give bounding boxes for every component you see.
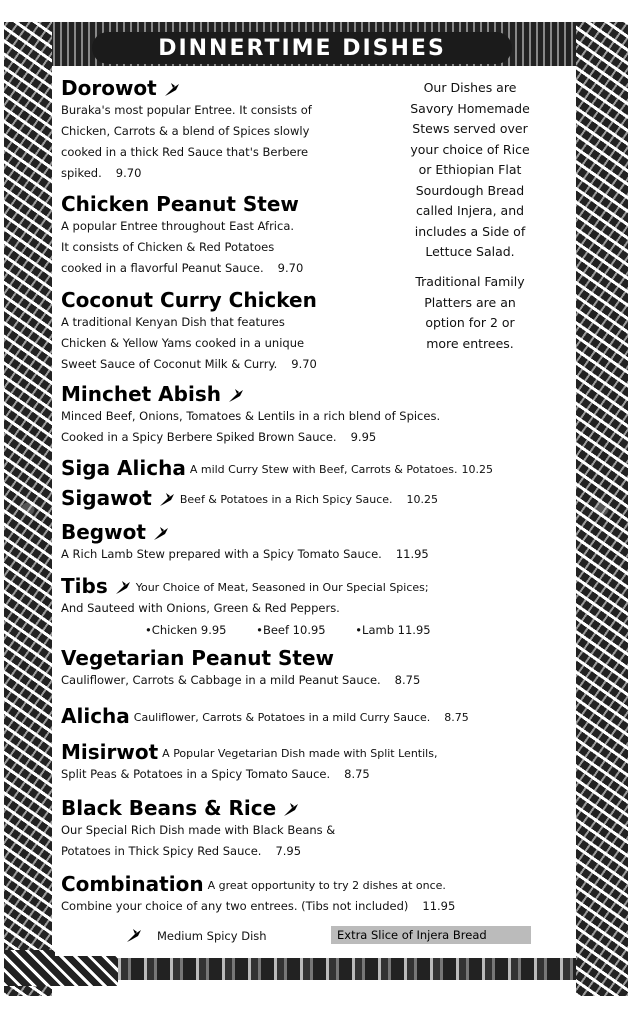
page-title: DINNERTIME DISHES (158, 35, 446, 61)
dish-tibs: Tibs Your Choice of Meat, Seasoned in Our Special Spices; And Sauteed with Onions, Green & Red Peppers. (61, 574, 429, 615)
dish-dorowot (61, 76, 312, 184)
spicy-pepper-icon (114, 580, 132, 596)
spicy-pepper-icon (152, 526, 170, 542)
dish-name: Alicha (61, 704, 130, 728)
dish-price: 9.70 (277, 261, 304, 275)
dish-price: 8.75 (344, 767, 370, 781)
platter-note: Traditional Family Platters are an option for 2 or more entrees. (415, 274, 525, 351)
legend (125, 928, 267, 944)
dish-description: Cauliflower, Carrots & Potatoes in a mild Curry Sauce. (133, 711, 431, 724)
dish-name: Sigawot (61, 486, 152, 510)
dish-price: 9.70 (115, 166, 142, 180)
dish-price: 9.95 (350, 430, 377, 444)
dish-description: Minced Beef, Onions, Tomatoes & Lentils in a rich blend of Spices. Cooked in a Spicy Berbere Spiked Brown Sauce. 9.95 (61, 409, 441, 444)
dish-price: 11.95 (422, 899, 456, 913)
spicy-pepper-icon (163, 82, 181, 98)
dish-description: Buraka's most popular Entree. It consists of Chicken, Carrots & a blend of Spices slowly cooked in a thick Red Sauce that's Berbere spiked. 9.70 (61, 103, 312, 180)
dish-price: 9.70 (291, 357, 317, 371)
dish-name: Misirwot (61, 740, 159, 764)
dish-description: A popular Entree throughout East Africa. It consists of Chicken & Red Potatoes cooked in a flavorful Peanut Sauce. 9.70 (61, 219, 304, 275)
dish-price: 7.95 (275, 844, 302, 858)
dish-chicken-peanut-stew (61, 192, 303, 279)
dish-price: 8.75 (444, 711, 469, 724)
right-border (576, 22, 628, 996)
dish-sigawot (61, 486, 438, 510)
dish-description: Cauliflower, Carrots & Cabbage in a mild Peanut Sauce. 8.75 (61, 673, 421, 687)
dish-coconut-curry-chicken (61, 288, 317, 375)
dish-begwot (61, 520, 429, 565)
dish-name: Black Beans & Rice (61, 796, 277, 820)
title-banner (92, 32, 512, 64)
dish-name: Vegetarian Peanut Stew (61, 646, 335, 670)
spicy-pepper-icon (125, 928, 143, 944)
dish-name: Begwot (61, 520, 146, 544)
left-border (4, 22, 52, 996)
dish-description: Our Special Rich Dish made with Black Beans & Potatoes in Thick Spicy Red Sauce. 7.95 (61, 823, 336, 858)
dish-description: Beef & Potatoes in a Rich Spicy Sauce. (179, 493, 393, 506)
bottom-border (118, 958, 576, 980)
dish-combination: Combination A great opportunity to try 2 dishes at once. Combine your choice of any two entrees. (Tibs not included) 11.95 (61, 872, 456, 913)
tibs-option-beef: •Beef 10.95 (256, 623, 326, 637)
dish-misirwot: Misirwot A Popular Vegetarian Dish made with Split Lentils, Split Peas & Potatoes in a Spicy Tomato Sauce. 8.75 (61, 740, 438, 781)
dish-siga-alicha (61, 456, 493, 480)
tibs-option-lamb: •Lamb 11.95 (355, 623, 431, 637)
dish-name: Coconut Curry Chicken (61, 288, 317, 312)
dish-description: A great opportunity to try 2 dishes at once. (207, 879, 446, 892)
spicy-pepper-icon (158, 492, 176, 508)
extra-injera-note: Extra Slice of Injera Bread (331, 926, 531, 944)
dish-description: A mild Curry Stew with Beef, Carrots & Potatoes. (189, 463, 458, 476)
dish-price: 10.25 (406, 493, 439, 506)
dish-description: A Rich Lamb Stew prepared with a Spicy Tomato Sauce. 11.95 (61, 547, 429, 561)
dish-price: 11.95 (395, 547, 429, 561)
dish-black-beans-rice (61, 796, 335, 862)
dish-alicha (61, 704, 469, 728)
dish-price: 8.75 (394, 673, 421, 687)
dish-minchet-abish (61, 382, 440, 448)
dish-description: A Popular Vegetarian Dish made with Split Lentils, (162, 747, 438, 760)
tibs-option-chicken: •Chicken 9.95 (145, 623, 227, 637)
dish-name: Minchet Abish (61, 382, 221, 406)
menu-content (55, 68, 573, 956)
dish-name: Siga Alicha (61, 456, 186, 480)
legend-label: Medium Spicy Dish (157, 929, 267, 943)
dish-name: Tibs (61, 574, 108, 598)
dish-name: Chicken Peanut Stew (61, 192, 299, 216)
serving-note: Our Dishes are Savory Homemade Stews served over your choice of Rice or Ethiopian Flat Sourdough Bread called Injera, and includes a Side of Lettuce Salad. (410, 80, 530, 259)
dish-vegetarian-peanut-stew (61, 646, 420, 691)
dish-name: Dorowot (61, 76, 157, 100)
dish-description: Your Choice of Meat, Seasoned in Our Special Spices; (135, 581, 429, 594)
dish-price: 10.25 (461, 463, 493, 476)
spicy-pepper-icon (282, 802, 300, 818)
tibs-price-options (145, 620, 457, 641)
dish-name: Combination (61, 872, 204, 896)
dish-description: A traditional Kenyan Dish that features Chicken & Yellow Yams cooked in a unique Sweet Sauce of Coconut Milk & Curry. 9.70 (61, 315, 317, 371)
spicy-pepper-icon (227, 388, 245, 404)
